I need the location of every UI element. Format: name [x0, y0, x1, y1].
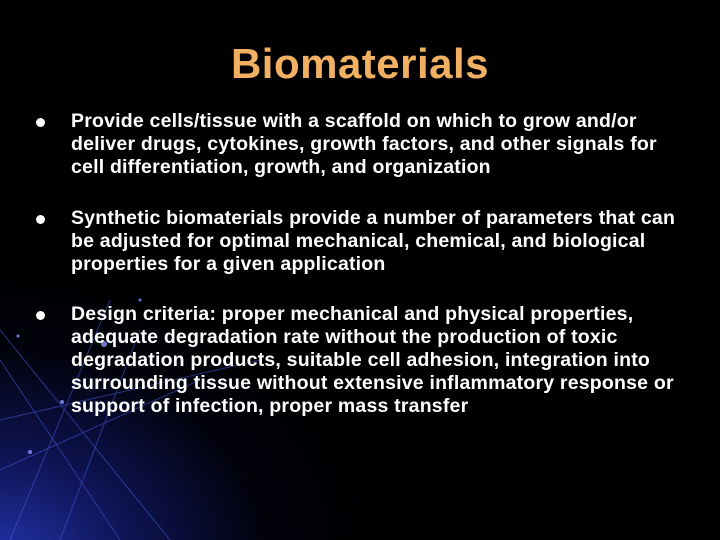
bullet-dot-icon — [36, 311, 45, 320]
slide-title: Biomaterials — [230, 40, 490, 87]
bullet-item — [36, 303, 686, 418]
bullet-text: Design criteria: proper mechanical and physical properties, adequate degradation rate without the production of toxic degradation products, suitable cell adhesion, integration into surrounding tissue without extensive inflammatory response or support of infection, proper mass transfer — [71, 303, 674, 417]
bullet-text: Synthetic biomaterials provide a number of parameters that can be adjusted for optimal mechanical, chemical, and biological properties for a given application — [71, 207, 676, 275]
bullet-item — [36, 207, 686, 276]
bullet-dot-icon — [36, 215, 45, 224]
bullet-item — [36, 110, 686, 179]
bullet-dot-icon — [36, 118, 45, 127]
bullet-text: Provide cells/tissue with a scaffold on which to grow and/or deliver drugs, cytokines, growth factors, and other signals for cell differentiation, growth, and organization — [71, 110, 657, 178]
bullet-list — [36, 110, 686, 446]
